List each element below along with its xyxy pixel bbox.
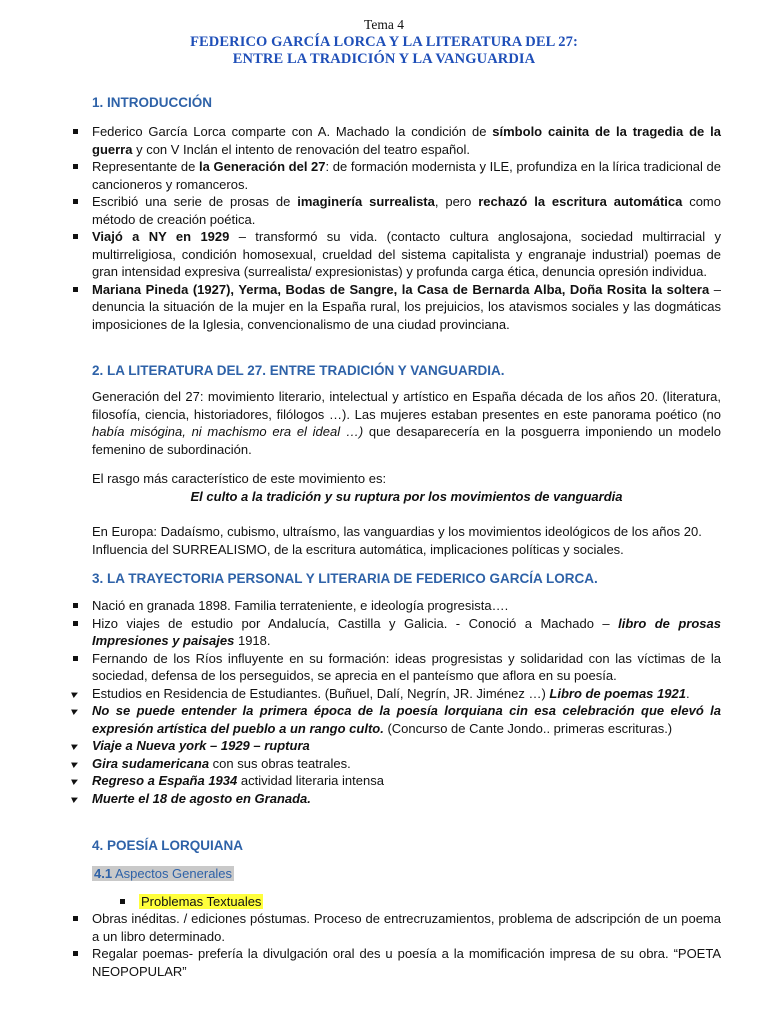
list-item: Hizo viajes de estudio por Andalucía, Castilla y Galicia. - Conoció a Machado – libro de prosas Impresiones y paisajes 1918. (92, 615, 721, 648)
list-item: Obras inéditas. / ediciones póstumas. Proceso de entrecruzamientos, problema de adscripción de un poema a un libro determinado. (92, 911, 721, 944)
section-2-paragraph-3: En Europa: Dadaísmo, cubismo, ultraísmo, las vanguardias y los movimientos ideológicos de los años 20. Influencia del SURREALISMO, de la escritura automática, implicaciones políticas y sociales. (92, 524, 702, 557)
tema-label: Tema 4 (364, 17, 404, 32)
list-item: ▶ Gira sudamericana con sus obras teatrales. (92, 755, 721, 773)
section-2-highlight-quote: El culto a la tradición y su ruptura por los movimientos de vanguardia (190, 489, 623, 504)
list-item: ▶ No se puede entender la primera época de la poesía lorquiana cin esa celebración que elevó la expresión artística del pueblo a un rango culto. (Concurso de Cante Jondo.. primeras escrituras.) (92, 702, 721, 737)
list-item: Viajó a NY en 1929 – transformó su vida. (contacto cultura anglosajona, sociedad multirracial y multirreligiosa, condición homosexual, crueldad del sistema capitalista y engranaje industrial) poemas de gran intensidad expresiva (surrealista/ expresionistas) y profunda carga ética, denuncia opresión individua. (92, 229, 721, 279)
list-item: Mariana Pineda (1927), Yerma, Bodas de Sangre, la Casa de Bernarda Alba, Doña Rosita la soltera – denuncia la situación de la mujer en la España rural, los prejuicios, los atavismos sociales y las dogmáticas imposiciones de la Iglesia, convencionalismo de una ciudad provinciana. (92, 281, 721, 332)
list-item: ▶ Estudios en Residencia de Estudiantes. (Buñuel, Dalí, Negrín, JR. Jiménez …) Libro de poemas 1921. (92, 685, 721, 703)
section-1-heading: 1. INTRODUCCIÓN (92, 95, 213, 110)
list-item: ▶ Viaje a Nueva york – 1929 – ruptura (92, 737, 721, 755)
section-2-paragraph-2: El rasgo más característico de este movimiento es: (92, 471, 387, 486)
section-2-heading: 2. LA LITERATURA DEL 27. ENTRE TRADICIÓN Y VANGUARDIA. (92, 363, 505, 378)
section-4-list (92, 910, 721, 980)
title-line-2: ENTRE LA TRADICIÓN Y LA VANGUARDIA (232, 51, 536, 67)
subsection-4-1: 4.1 Aspectos Generales (94, 866, 233, 881)
section-3-list (92, 597, 721, 807)
list-item: Federico García Lorca comparte con A. Machado la condición de símbolo cainita de la tragedia de la guerra y con V Inclán el intento de renovación del teatro español. (92, 124, 721, 157)
list-item: Representante de la Generación del 27: de formación modernista y ILE, profundiza en la lírica tradicional de cancioneros y romanceros. (92, 159, 722, 192)
title-line-1: FEDERICO GARCÍA LORCA Y LA LITERATURA DEL 27: (190, 34, 578, 50)
list-item: Nació en granada 1898. Familia terrateniente, e ideología progresista…. (92, 597, 721, 615)
list-item: Problemas Textuales (139, 893, 439, 911)
section-2-paragraph-1: Generación del 27: movimiento literario, intelectual y artístico en España década de los años 20. (literatura, filosofía, ciencia, historiadores, filólogos …). Las mujeres estaban presentes en este panorama poético (no había misógina, ni machismo era el ideal …) que desaparecería en la posguerra imponiendo un modelo femenino de subordinación. (92, 389, 722, 457)
subsection-list (139, 893, 439, 911)
section-1-list (92, 123, 721, 333)
list-item: Fernando de los Ríos influyente en su formación: ideas progresistas y solidaridad con las víctimas de la sociedad, defensa de los perseguidos, se aprecia en el panteísmo que aflora en su poesía. (92, 650, 721, 683)
section-4-heading: 4. POESÍA LORQUIANA (92, 838, 244, 853)
list-item: Escribió una serie de prosas de imaginería surrealista, pero rechazó la escritura automática como método de creación poética. (92, 194, 721, 227)
list-item: ▶ Muerte el 18 de agosto en Granada. (92, 790, 721, 808)
list-item: ▶ Regreso a España 1934 actividad literaria intensa (92, 772, 721, 790)
section-3-heading: 3. LA TRAYECTORIA PERSONAL Y LITERARIA DE FEDERICO GARCÍA LORCA. (92, 571, 598, 586)
list-item: Regalar poemas- prefería la divulgación oral des u poesía a la momificación impresa de su obra. “POETA NEOPOPULAR” (92, 946, 721, 979)
